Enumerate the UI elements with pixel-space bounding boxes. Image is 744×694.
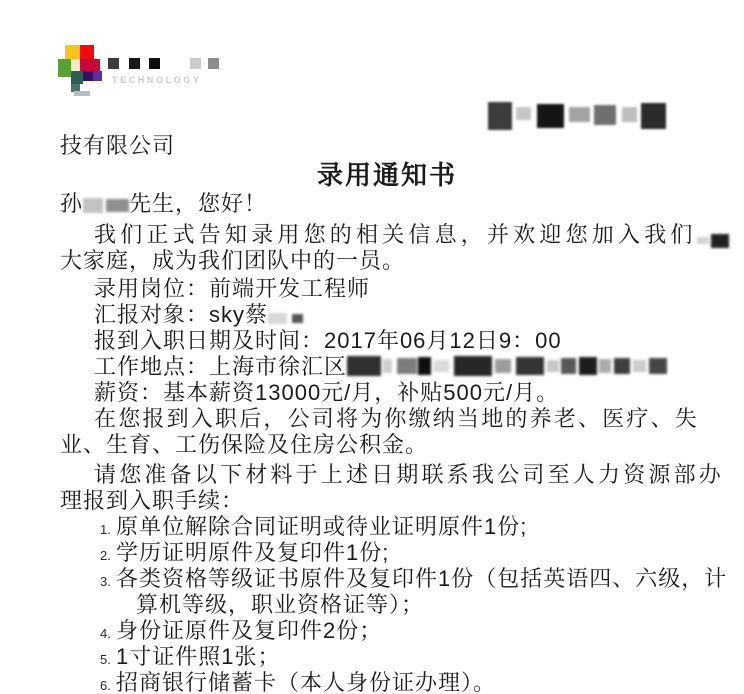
list-item-text: 算机等级，职业资格证等）； (136, 592, 425, 617)
redaction-block (347, 356, 381, 376)
list-item (60, 540, 714, 566)
redaction-block (697, 237, 709, 244)
list-item-text: 原单位解除合同证明或待业证明原件1份; (116, 514, 528, 539)
field-salary: 薪资：基本薪资13000元/月，补贴500元/月。 (94, 380, 560, 405)
list-item-number: 1. (100, 522, 111, 537)
materials-line-1: 请您准备以下材料于上述日期联系我公司至人力资源部办 (94, 462, 725, 487)
redaction-block (547, 360, 559, 372)
insurance-line-1: 在您报到入职后，公司将为你缴纳当地的养老、医疗、失 (94, 406, 700, 431)
list-item-number: 4. (100, 626, 111, 641)
redaction-block (106, 199, 129, 212)
list-item-continuation (60, 592, 714, 618)
redaction-block (633, 360, 646, 372)
redaction-block (495, 359, 511, 373)
redaction-block (649, 358, 667, 374)
redaction-block (579, 357, 597, 375)
redaction-block (418, 357, 431, 375)
field-position: 录用岗位：前端开发工程师 (94, 276, 371, 301)
redacted-company-short (697, 234, 729, 248)
redaction-block (268, 313, 287, 324)
intro-line-1: 我们正式告知录用您的相关信息，并欢迎您加入我们 (60, 222, 714, 248)
list-item-text: 1寸证件照1张； (116, 644, 281, 669)
list-item-number: 3. (100, 574, 111, 589)
intro-line-2: 大家庭，成为我们团队中的一员。 (60, 248, 406, 273)
redaction-block (711, 234, 729, 248)
redaction-block (383, 359, 392, 373)
list-item-number: 2. (100, 548, 111, 563)
redaction-block (614, 358, 630, 374)
redaction-block (292, 314, 303, 323)
list-item (60, 670, 714, 694)
insurance-line-2: 业、生育、工伤保险及住房公积金。 (60, 432, 429, 457)
field-start-date: 报到入职日期及时间：2017年06月12日9：00 (94, 328, 562, 353)
redaction-block (434, 360, 449, 372)
list-item-text: 学历证明原件及复印件1份; (116, 540, 390, 565)
list-item-number: 5. (100, 652, 111, 667)
redacted-supervisor-name (268, 313, 303, 324)
redaction-block (516, 357, 544, 375)
redacted-applicant-name (83, 198, 129, 213)
list-item-number: 6. (100, 678, 111, 693)
redaction-block (599, 359, 611, 373)
list-item (60, 618, 714, 644)
redaction-block (83, 198, 103, 213)
company-line: 技有限公司 (60, 133, 176, 158)
list-item (60, 514, 714, 540)
list-item-text: 身份证原件及复印件2份； (116, 618, 383, 643)
greeting-rest: 先生，您好！ (129, 191, 268, 216)
list-item (60, 566, 728, 592)
redacted-work-address (347, 356, 667, 376)
document-title: 录用通知书 (316, 160, 457, 190)
redaction-block (454, 356, 492, 376)
company-tagline: TECHNOLOGY (112, 75, 202, 85)
materials-list (60, 514, 728, 694)
greeting-surname: 孙 (60, 191, 84, 216)
redaction-block (561, 358, 576, 374)
list-item (60, 644, 714, 670)
field-supervisor: 汇报对象：sky蔡 (60, 302, 714, 328)
redaction-block (397, 358, 417, 374)
greeting-line (60, 191, 714, 217)
list-item-text: 招商银行储蓄卡（本人身份证办理）。 (116, 670, 497, 694)
field-location: 工作地点：上海市徐汇区 (60, 354, 714, 380)
list-item-text: 各类资格等级证书原件及复印件1份（包括英语四、六级，计 (116, 566, 728, 591)
materials-line-2: 理报到入职手续： (60, 488, 245, 513)
